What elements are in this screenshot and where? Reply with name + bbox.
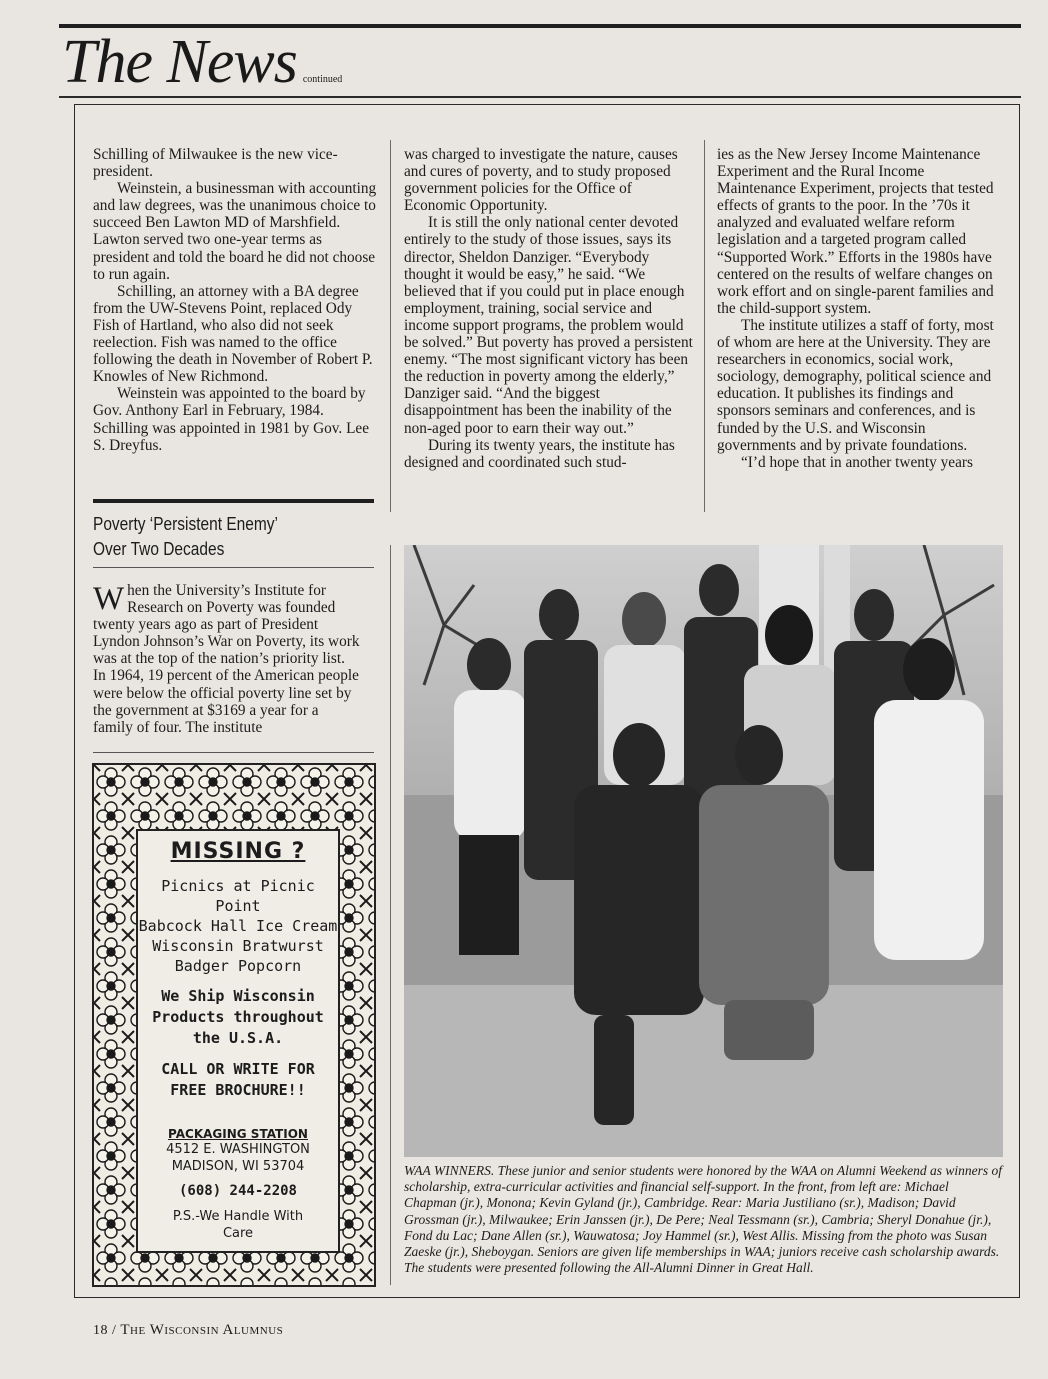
ad-item: Babcock Hall Ice Cream [138, 917, 338, 935]
ad-item: Wisconsin Bratwurst [152, 937, 324, 955]
section-title: The News [62, 28, 297, 96]
column-1 [93, 146, 378, 454]
ad-text-panel [136, 829, 340, 1253]
masthead [62, 28, 343, 96]
paragraph: Weinstein was appointed to the board by Gov. Anthony Earl in February, 1984. Schilling was appointed in 1981 by Gov. Lee S. Dreyfus. [93, 385, 370, 454]
ad-ship-line: Products throughout [152, 1008, 324, 1026]
ad-address: MADISON, WI 53704 [171, 1159, 305, 1174]
paragraph: Schilling of Milwaukee is the new vice-president. [93, 146, 338, 181]
ad-item: Badger Popcorn [174, 957, 302, 975]
drop-cap: W [93, 581, 125, 617]
ad-phone: (608) 244-2208 [178, 1183, 297, 1199]
ad-ship-line: the U.S.A. [192, 1029, 284, 1047]
column-2 [404, 146, 694, 471]
ad-item: Picnics at Picnic Point [161, 877, 315, 915]
section-subtitle: continued [302, 74, 343, 85]
ad-ps: P.S.-We Handle With [172, 1209, 304, 1224]
page-number: 18 / [93, 1323, 117, 1338]
column-3 [717, 146, 1007, 471]
headline-rule [93, 567, 374, 568]
ad-company: PACKAGING STATION [168, 1127, 308, 1141]
page-footer [93, 1322, 283, 1339]
group-photo-icon [404, 545, 1003, 1157]
headline-line: Poverty ‘Persistent Enemy’ [93, 514, 278, 534]
headline-line: Over Two Decades [93, 539, 225, 559]
story-lead [93, 582, 361, 736]
paragraph: Weinstein, a businessman with accounting and law degrees, was the unanimous choice to succeed Ben Lawton MD of Marshfield. Lawton served two one-year terms as president and told the board he did not choose to run again. [93, 180, 377, 283]
story-end-rule [93, 752, 374, 753]
ad-ship-line: We Ship Wisconsin [161, 987, 315, 1005]
advertisement [92, 763, 376, 1287]
paragraph: ies as the New Jersey Income Maintenance Experiment and the Rural Income Maintenance Experiment, projects that tested effects of grants to the poor. In the ’70s it analyzed and evaluated welfare reform legislation and a targeted program called “Supported Work.” Efforts in the 1980s have centered on the results of welfare changes on work effort and on single-parent families and the child-support system. [717, 146, 994, 317]
column-rule [390, 140, 391, 512]
paragraph: Schilling, an attorney with a BA degree from the UW-Stevens Point, replaced Ody Fish of Hartland, who also did not seek reelection. Fish was named to the office following the death in November of Robert P. Knowles of New Richmond. [93, 282, 373, 386]
masthead-rule [59, 96, 1021, 98]
paragraph: “I’d hope that in another twenty years [741, 453, 973, 471]
paragraph: The institute utilizes a staff of forty, most of whom are here at the University. They are researchers in economics, social work, sociology, demography, political science and education. It publishes its findings and sponsors seminars and conferences, and is funded by the U.S. and Wisconsin governments and by private foundations. [717, 316, 994, 454]
story-lead-text: hen the University’s Institute for Research on Poverty was founded twenty years ago as part of President Lyndon Johnson’s War on Poverty, its work was at the top of the nation’s priority list. In 1964, 19 percent of the American people were below the official poverty line set by the government at $3169 a year for a family of four. The institute [93, 582, 360, 736]
ad-headline: MISSING ? [170, 839, 306, 864]
column-rule [390, 545, 391, 1285]
ad-call-line: CALL OR WRITE FOR [161, 1060, 315, 1078]
ad-call-line: FREE BROCHURE!! [170, 1081, 306, 1099]
ad-address: 4512 E. WASHINGTON [166, 1142, 310, 1157]
column-rule [704, 140, 705, 512]
paragraph: During its twenty years, the institute has designed and coordinated such stud- [404, 436, 675, 471]
publication-name: The Wisconsin Alumnus [120, 1322, 284, 1338]
paragraph: was charged to investigate the nature, causes and cures of poverty, and to study proposed government policies for the Office of Economic Opportunity. [404, 146, 678, 215]
photo-caption: WAA WINNERS. These junior and senior students were honored by the WAA on Alumni Weekend as winners of scholarship, extra-curricular activities and financial self-support. In the front, from left are: Michael Chapman (jr.), Monona; Kevin Gyland (jr.), Cambridge. Rear: Maria Justiliano (sr.), Madison; David Grossman (jr.), Milwaukee; Erin Janssen (jr.), De Pere; Neal Tessmann (sr.), Cambria; Sheryl Donahue (jr.), Fond du Lac; Dane Allen (sr.), Wauwatosa; Joy Hammel (sr.), West Allis. Missing from the photo was Susan Zaeske (jr.), Sheboygan. Seniors are given life memberships in WAA; juniors receive cash scholarship awards. The students were presented following the All-Alumni Dinner in Great Hall. [404, 1163, 1003, 1276]
ad-ps: Care [222, 1226, 254, 1241]
story-divider [93, 499, 374, 503]
story-headline [93, 512, 338, 562]
paragraph: It is still the only national center devoted entirely to the study of those issues, says its director, Sheldon Danziger. “Everybody thought it would be easy,” he said. “We believed that if you could put in place enough employment, training, social service and income support programs, the problem would be solved.” But poverty has proved a persistent enemy. “The most significant victory has been the reduction in poverty among the elderly,” Danziger said. “And the biggest disappointment has been the inability of the non-aged poor to earn their way out.” [404, 214, 693, 437]
group-photo [404, 545, 1003, 1157]
